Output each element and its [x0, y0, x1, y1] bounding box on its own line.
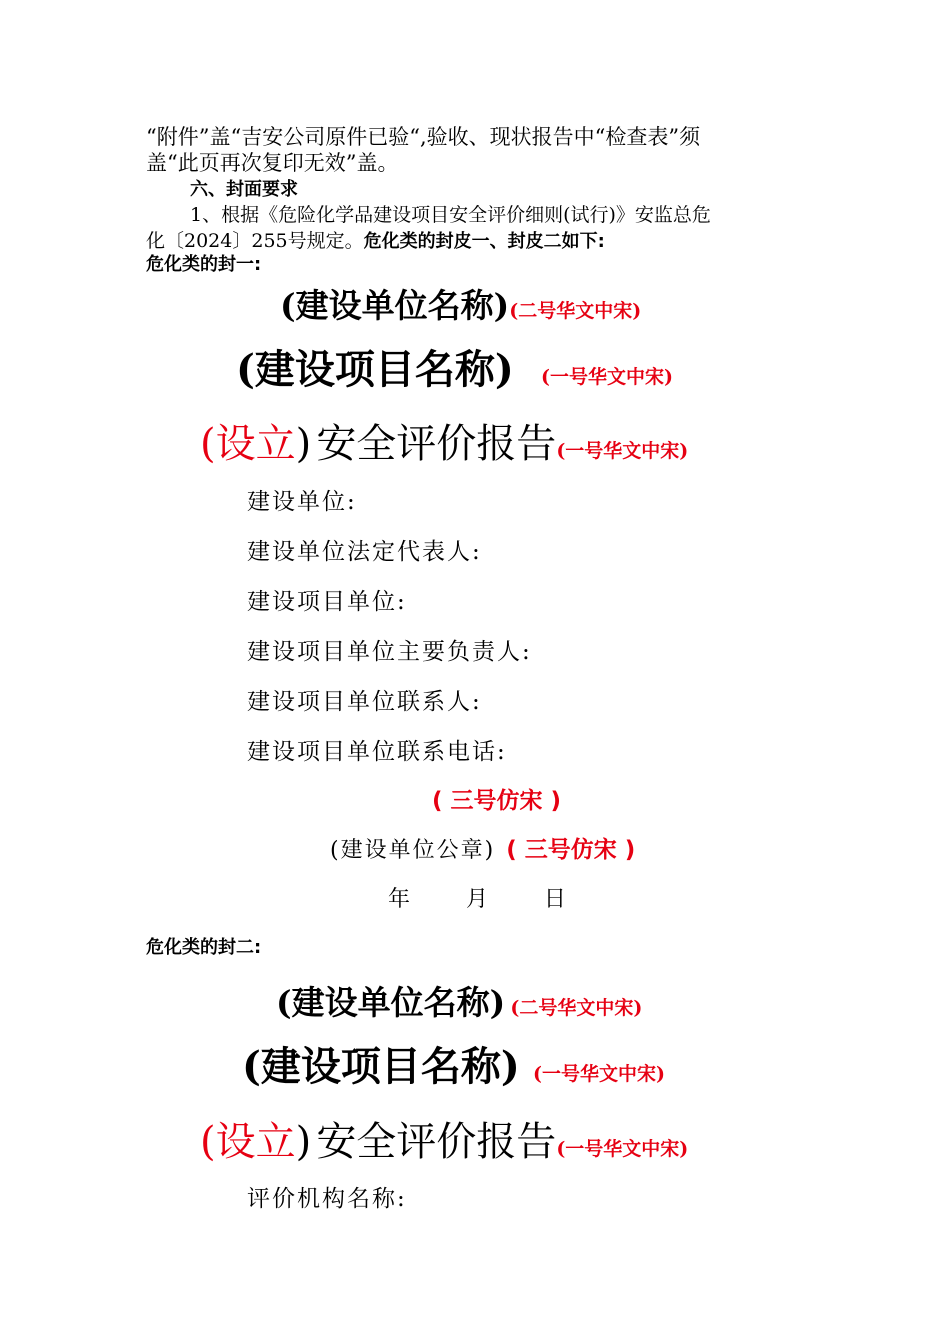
cover1-report-red: 设立: [215, 421, 296, 467]
intro-line-1: “附件”盖“吉安公司原件已验“,验收、现状报告中“检查表”须: [146, 125, 701, 149]
cover2-label: 危化类的封二:: [146, 937, 262, 958]
cover1-unit-name: (建设单位名称): [280, 286, 510, 325]
cover1-date: 年 月 日: [388, 887, 568, 912]
cover2-project-note: (一号华文中宋): [532, 1063, 665, 1085]
cover2-report-open: (: [200, 1119, 216, 1165]
cover2-field: 评价机构名称:: [247, 1186, 407, 1212]
cover1-seal: (建设单位公章): [330, 838, 496, 863]
cover1-report-open: (: [200, 421, 216, 467]
cover1-field: 建设单位法定代表人:: [247, 539, 482, 565]
cover2-report-red: 设立: [215, 1119, 296, 1165]
cover1-seal-note: ( 三号仿宋 ): [506, 837, 636, 863]
cover1-field: 建设项目单位联系人:: [247, 689, 482, 715]
cover1-report-line: [200, 412, 688, 469]
cover2-report-title: 安全评价报告: [316, 1119, 557, 1165]
cover2-report-close: ): [295, 1119, 312, 1165]
cover2-report-line: [200, 1110, 688, 1167]
cover1-seal-line: [330, 831, 635, 864]
rule-line-2-text: 化〔2024〕255号规定。: [146, 230, 364, 252]
rule-line-2-bold: 危化类的封皮一、封皮二如下:: [363, 231, 605, 252]
cover2-unit-line: [276, 977, 642, 1024]
rule-line-1: 1、根据《危险化学品建设项目安全评价细则(试行)》安监总危: [190, 204, 711, 226]
cover1-field: 建设项目单位联系电话:: [247, 739, 507, 765]
cover2-unit-name: (建设单位名称): [276, 983, 506, 1022]
cover1-report-close: ): [295, 421, 312, 467]
cover2-project-name: (建设项目名称): [242, 1043, 520, 1090]
cover1-field: 建设项目单位主要负责人:: [247, 639, 532, 665]
section-heading: 六、封面要求: [190, 179, 298, 200]
cover1-label: 危化类的封一:: [146, 254, 262, 275]
cover2-project-line: [242, 1035, 665, 1092]
cover1-project-name: (建设项目名称): [236, 346, 514, 393]
cover1-field: 建设单位:: [247, 489, 357, 515]
cover1-report-title: 安全评价报告: [316, 421, 557, 467]
cover2-unit-note: (二号华文中宋): [510, 997, 643, 1019]
intro-line-2: 盖“此页再次复印无效”盖。: [146, 151, 399, 175]
cover1-project-note: (一号华文中宋): [540, 366, 673, 388]
rule-line-2: [146, 226, 605, 253]
cover2-report-note: (一号华文中宋): [556, 1138, 689, 1160]
cover1-field: 建设项目单位:: [247, 589, 407, 615]
cover1-unit-note: (二号华文中宋): [509, 300, 642, 322]
cover1-report-note: (一号华文中宋): [556, 440, 689, 462]
cover1-unit-line: [280, 280, 641, 327]
cover1-project-line: [236, 338, 673, 395]
cover1-font-note: ( 三号仿宋 ): [432, 788, 562, 814]
